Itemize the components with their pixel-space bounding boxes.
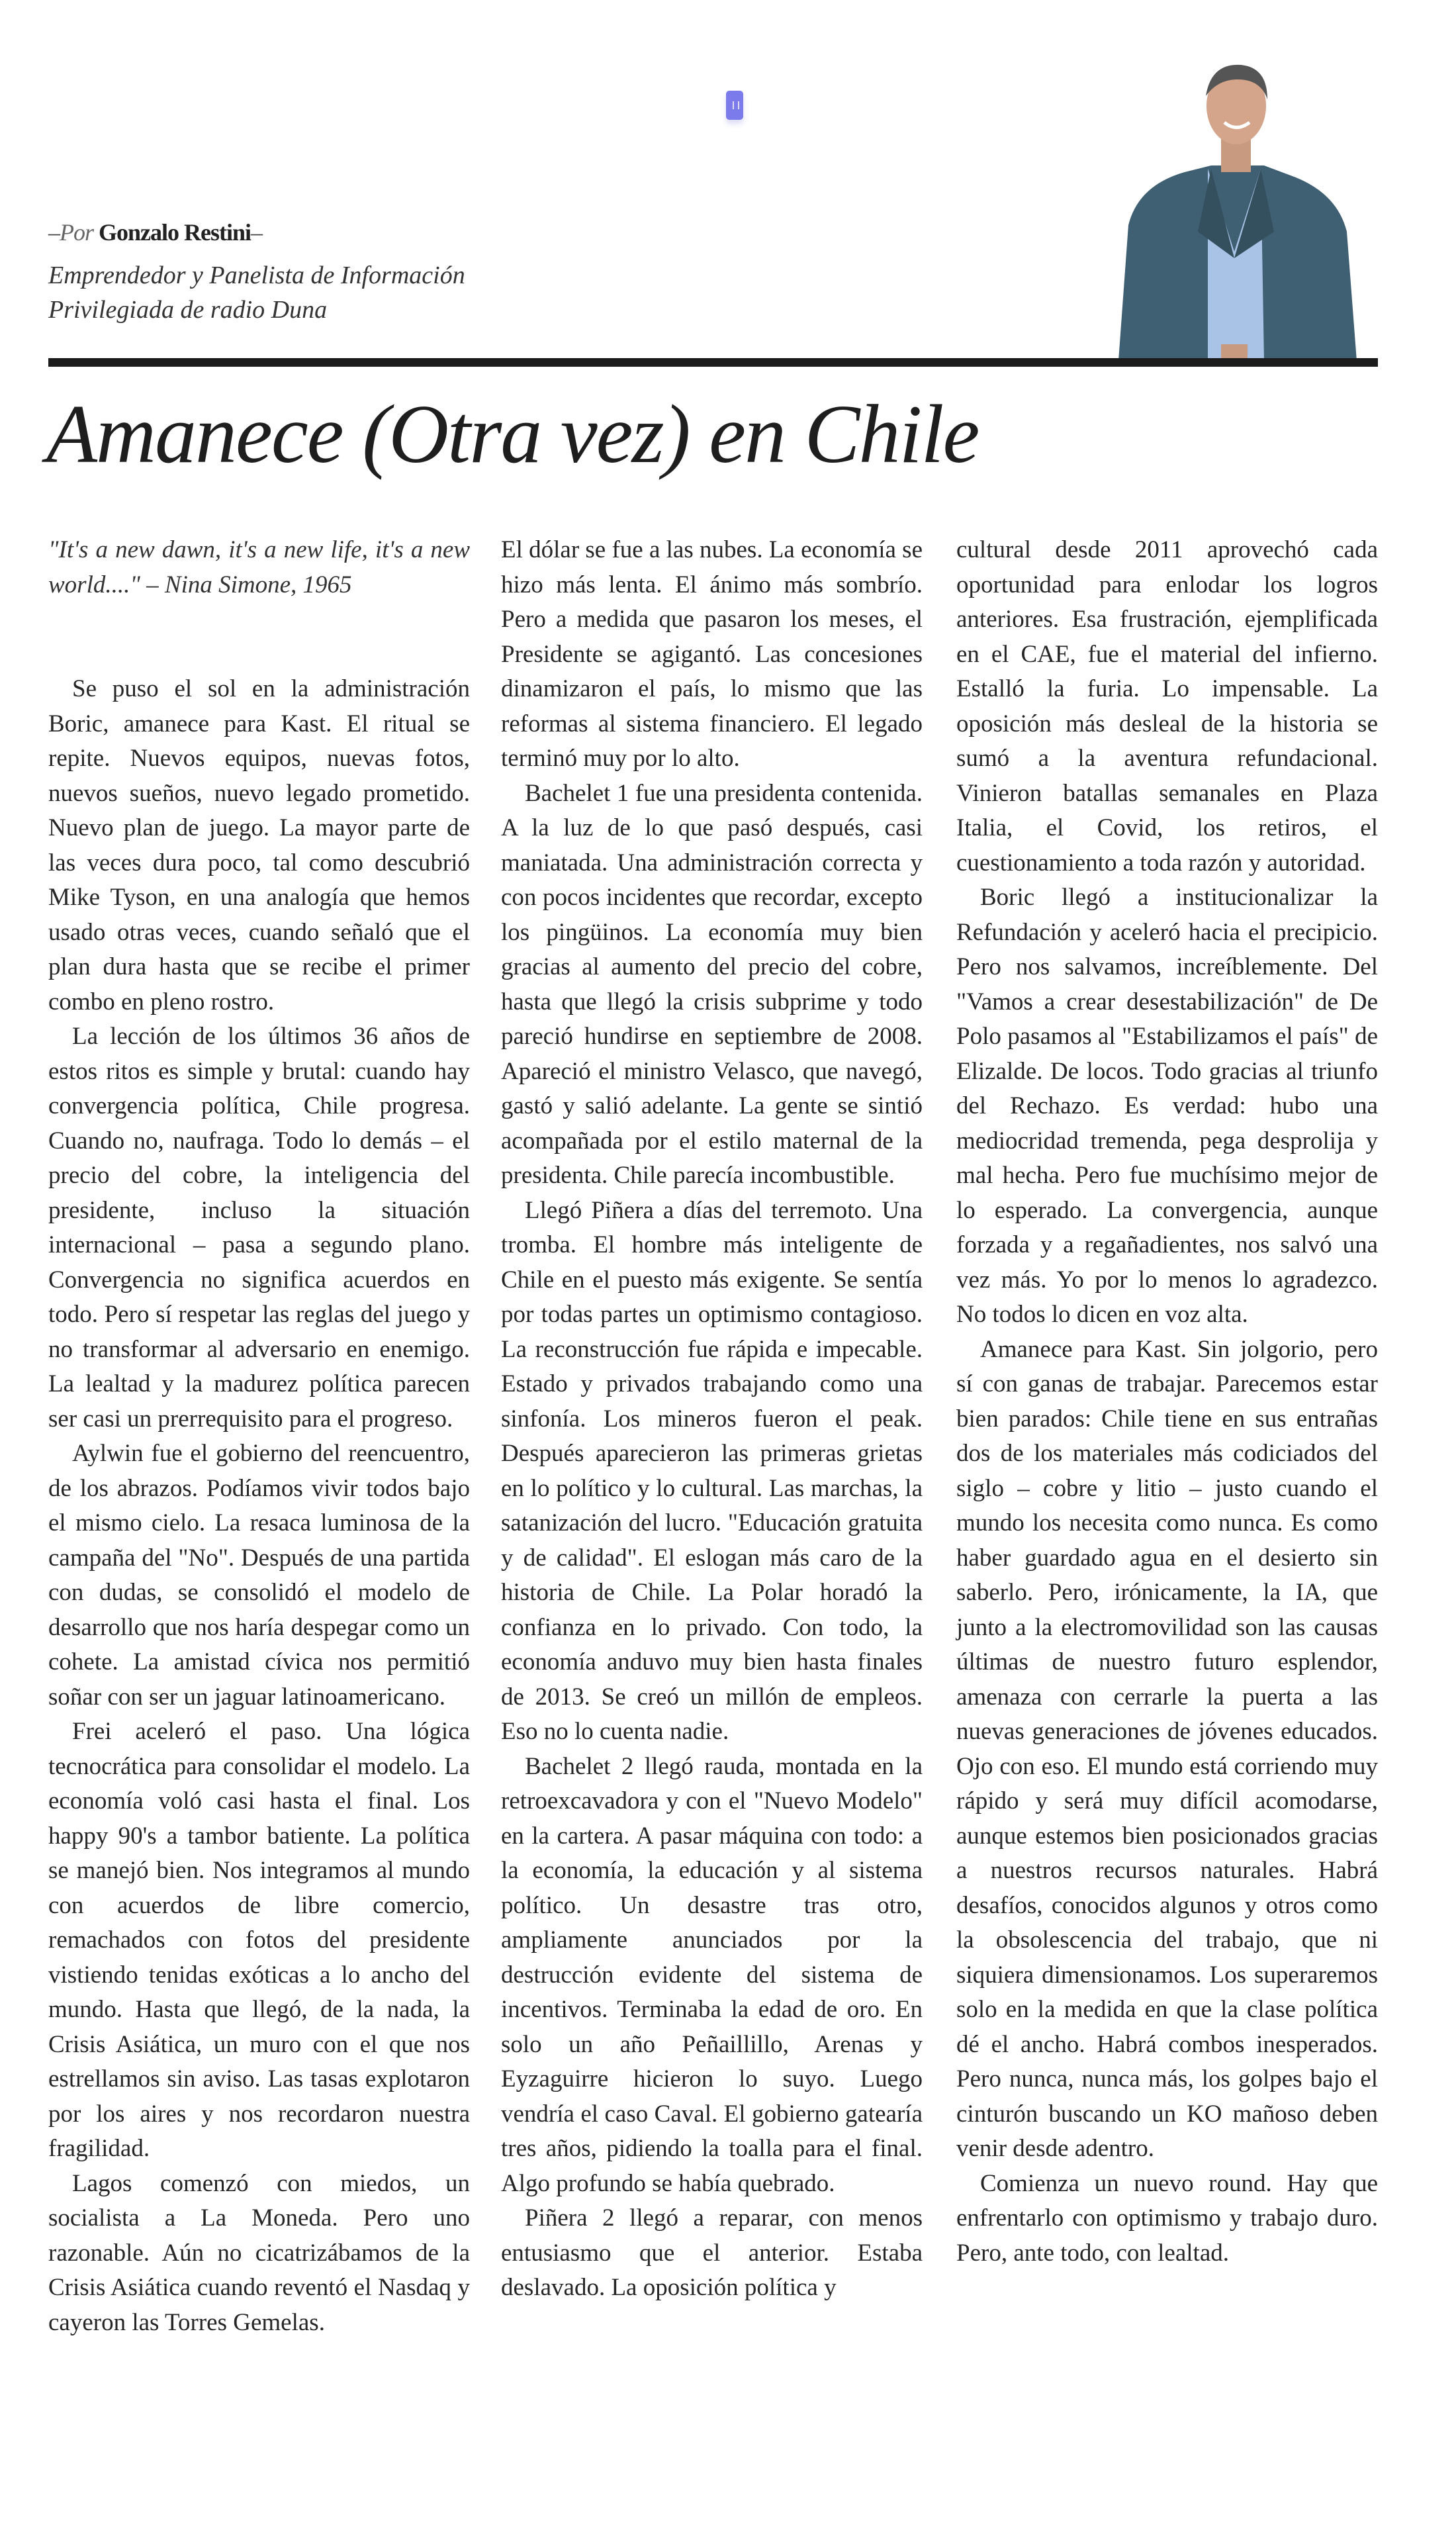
- article-title: Amanece (Otra vez) en Chile: [46, 389, 979, 481]
- author-name: Gonzalo Restini: [99, 219, 251, 246]
- paragraph: Comienza un nuevo round. Hay que enfrentarlo con optimismo y trabajo duro. Pero, ante todo, con lealtad.: [956, 2169, 1378, 2267]
- paragraph: La lección de los últimos 36 años de estos ritos es simple y brutal: cuando hay convergencia política, Chile progresa. Cuando no, naufraga. Todo lo demás – el precio del cobre, la inteligencia del presidente, incluso la situación internacional – pasa a segundo plano. Convergencia no significa acuerdos en todo. Pero sí respetar las reglas del juego y no transformar al adversario en enemigo. La lealtad y la madurez política parecen ser casi un prerrequisito para el progreso.: [48, 1023, 470, 1433]
- paragraph: Aylwin fue el gobierno del reencuentro, de los abrazos. Podíamos vivir todos bajo el mismo cielo. La resaca luminosa de la campaña del "No". Después de una partida con dudas, se consolidó el modelo de desarrollo que nos haría despegar como un cohete. La amistad cívica nos permitió soñar con ser un jaguar latinoamericano.: [48, 1440, 470, 1711]
- paragraph: Boric llegó a institucionalizar la Refundación y aceleró hacia el precipicio. Pero nos salvamos, increíblemente. Del "Vamos a crear desestabilización" de De Polo pasamos al "Estabilizamos el país" de Elizalde. De locos. Todo gracias al triunfo del Rechazo. Es verdad: hubo una mediocridad tremenda, pega desprolija y mal hecha. Pero fue muchísimo mejor de lo esperado. La convergencia, aunque forzada y a regañadientes, nos salvó una vez más. Yo por lo menos lo agradezco. No todos lo dicen en voz alta.: [956, 884, 1378, 1328]
- byline-prefix: Por: [60, 219, 93, 246]
- paragraph: Llegó Piñera a días del terremoto. Una tromba. El hombre más inteligente de Chile en el puesto más exigente. Se sentía por todas partes un optimismo contagioso. La reconstrucción fue rápida e impecable. Estado y privados trabajando como una sinfonía. Los mineros fueron el peak. Después aparecieron las primeras grietas en lo político y lo cultural. Las marchas, la satanización del lucro. "Educación gratuita y de calidad". El eslogan más caro de la historia de Chile. La Polar horadó la confianza en lo privado. Con todo, la economía anduvo muy bien hasta finales de 2013. Se creó un millón de empleos. Eso no lo cuenta nadie.: [501, 1196, 923, 1745]
- paragraph: Frei aceleró el paso. Una lógica tecnocrática para consolidar el modelo. La economía voló casi hasta el final. Los happy 90's a tambor batiente. La política se manejó bien. Nos integramos al mundo con acuerdos de libre comercio, remachados con fotos del presidente vistiendo tenidas exóticas a lo ancho del mundo. Hasta que llegó, de la nada, la Crisis Asiática, un muro con el que nos estrellamos sin aviso. Las tasas explotaron por los aires y nos recordaron nuestra fragilidad.: [48, 1718, 470, 2162]
- paragraph: Lagos comenzó con miedos, un socialista a La Moneda. Pero uno razonable. Aún no cicatrizábamos de la Crisis Asiática cuando reventó el Nasdaq y cayeron las Torres Gemelas.: [48, 2169, 470, 2336]
- column-3: [956, 533, 1378, 2271]
- column-2: [501, 533, 923, 2306]
- paragraph: El dólar se fue a las nubes. La economía se hizo más lenta. El ánimo más sombrío. Pero a medida que pasaron los meses, el Presidente se agigantó. Las concesiones dinamizaron el país, lo mismo que las reformas al sistema financiero. El legado terminó muy por lo alto.: [501, 536, 923, 772]
- column-1: [48, 533, 470, 2340]
- paragraph: Amanece para Kast. Sin jolgorio, pero sí con ganas de trabajar. Parecemos estar bien parados: Chile tiene en sus entrañas dos de los materiales más codiciados del siglo – cobre y litio – justo cuando el mundo los necesita como nunca. Es como haber guardado agua en el desierto sin saberlo. Pero, irónicamente, la IA, que junto a la electromovilidad son las causas últimas de nuestro futuro esplendor, amenaza con cerrarle la puerta a las nuevas generaciones de jóvenes educados. Ojo con eso. El mundo está corriendo muy rápido y será muy difícil acomodarse, aunque estemos bien posicionados gracias a nuestros recursos naturales. Habrá desafíos, conocidos algunos y otros como la obsolescencia del trabajo, que ni siquiera dimensionamos. Los superaremos solo en la medida en que la clase política dé el ancho. Habrá combos inesperados. Pero nunca, nunca más, los golpes bajo el cinturón buscando un KO mañoso deben venir desde adentro.: [956, 1335, 1378, 2162]
- floating-menu-handle-icon[interactable]: [726, 91, 743, 120]
- paragraph: Se puso el sol en la administración Boric, amanece para Kast. El ritual se repite. Nuevos equipos, nuevas fotos, nuevos sueños, nuevo legado prometido. Nuevo plan de juego. La mayor parte de las veces dura poco, tal como descubrió Mike Tyson, en una analogía que hemos usado otras veces, cuando señaló que el plan dura hasta que se recibe el primer combo en pleno rostro.: [48, 675, 470, 1015]
- author-photo: [1092, 60, 1383, 361]
- byline: –Por Gonzalo Restini–: [48, 219, 263, 246]
- paragraph: Piñera 2 llegó a reparar, con menos entusiasmo que el anterior. Estaba deslavado. La oposición política y: [501, 2204, 923, 2301]
- epigraph: "It's a new dawn, it's a new life, it's a new world...." – Nina Simone, 1965: [48, 536, 470, 598]
- paragraph: Bachelet 2 llegó rauda, montada en la retroexcavadora y con el "Nuevo Modelo" en la cartera. A pasar máquina con todo: a la economía, la educación y al sistema político. Un desastre tras otro, ampliamente anunciados por la destrucción evidente del sistema de incentivos. Terminaba la edad de oro. En solo un año Peñaillillo, Arenas y Eyzaguirre hicieron lo suyo. Luego vendría el caso Caval. El gobierno gatearía tres años, pidiendo la toalla para el final. Algo profundo se había quebrado.: [501, 1752, 923, 2197]
- header-divider: [48, 358, 1378, 367]
- paragraph: Bachelet 1 fue una presidenta contenida. A la luz de lo que pasó después, casi maniatada. Una administración correcta y con pocos incidentes que recordar, excepto los pingüinos. La economía muy bien gracias al aumento del precio del cobre, hasta que llegó la crisis subprime y todo pareció hundirse en septiembre de 2008. Apareció el ministro Velasco, que navegó, gastó y salió adelante. La gente se sintió acompañada por el estilo maternal de la presidenta. Chile parecía incombustible.: [501, 779, 923, 1189]
- paragraph: cultural desde 2011 aprovechó cada oportunidad para enlodar los logros anteriores. Esa frustración, ejemplificada en el CAE, fue el material del infierno. Estalló la furia. Lo impensable. La oposición más desleal de la historia se sumó a la aventura refundacional. Vinieron batallas semanales en Plaza Italia, el Covid, los retiros, el cuestionamiento a toda razón y autoridad.: [956, 536, 1378, 876]
- author-role: Emprendedor y Panelista de Información Privilegiada de radio Duna: [48, 261, 465, 324]
